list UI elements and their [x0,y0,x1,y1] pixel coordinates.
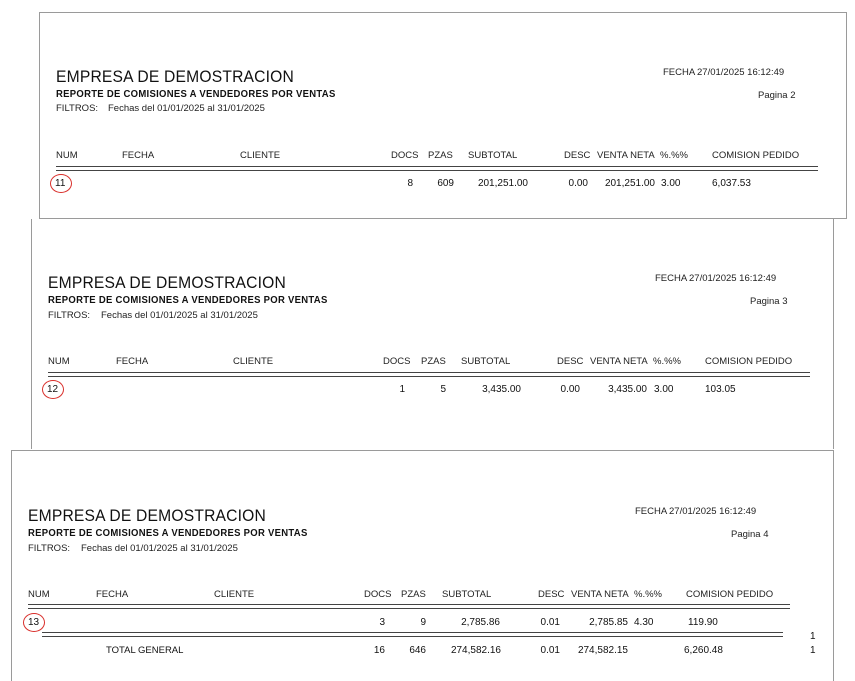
row-num: 12 [47,384,59,395]
report-title: REPORTE DE COMISIONES A VENDEDORES POR VENTAS [28,528,308,539]
report-page-2 [39,12,847,219]
row-comision: 119.90 [688,617,718,628]
filters-label: FILTROS: [28,543,71,554]
report-page-4 [11,450,834,681]
filters-value: Fechas del 01/01/2025 al 31/01/2025 [81,543,238,554]
col-desc: DESC [557,356,584,367]
col-subtotal: SUBTOTAL [468,150,518,161]
total-desc: 0.01 [540,645,560,656]
col-docs: DOCS [391,150,419,161]
page-number: Pagina 2 [758,90,796,101]
row-pct: 4.30 [634,617,654,628]
filters-label: FILTROS: [56,103,99,114]
row-num: 13 [28,617,40,628]
total-venta-neta: 274,582.15 [577,645,628,656]
fecha-label: FECHA [635,506,668,517]
col-pct: %.%% [634,589,662,600]
col-num: NUM [48,356,70,367]
col-docs: DOCS [383,356,411,367]
filters-label: FILTROS: [48,310,91,321]
row-docs: 1 [399,384,405,395]
col-docs: DOCS [364,589,392,600]
total-comision: 6,260.48 [684,645,723,656]
col-venta-neta: VENTA NETA [590,356,648,367]
col-venta-neta: VENTA NETA [597,150,655,161]
report-title: REPORTE DE COMISIONES A VENDEDORES POR VENTAS [56,89,336,100]
col-venta-neta: VENTA NETA [571,589,629,600]
col-pct: %.%% [653,356,681,367]
col-subtotal: SUBTOTAL [461,356,511,367]
row-pzas: 5 [440,384,446,395]
fecha-value: 27/01/2025 16:12:49 [669,506,757,517]
row-subtotal: 3,435.00 [482,384,521,395]
row-venta-neta: 2,785.85 [589,617,628,628]
col-pct: %.%% [660,150,688,161]
row-desc: 0.00 [560,384,580,395]
side-mark-2: 1 [810,645,816,656]
row-comision: 103.05 [705,384,736,395]
row-num: 11 [55,178,66,189]
page-number: Pagina 3 [750,296,788,307]
col-cliente: CLIENTE [214,589,255,600]
col-cliente: CLIENTE [240,150,281,161]
col-desc: DESC [538,589,565,600]
report-title: REPORTE DE COMISIONES A VENDEDORES POR VENTAS [48,295,328,306]
fecha-value: 27/01/2025 16:12:49 [689,273,777,284]
double-rule [28,604,790,609]
col-comision: COMISION PEDIDO [686,589,774,600]
col-desc: DESC [564,150,591,161]
total-pzas: 646 [409,645,426,656]
row-docs: 8 [407,178,413,189]
row-desc: 0.00 [568,178,588,189]
double-rule [56,166,818,171]
col-pzas: PZAS [428,150,453,161]
row-pzas: 9 [420,617,426,628]
row-docs: 3 [379,617,385,628]
row-subtotal: 2,785.86 [461,617,500,628]
double-rule [48,372,810,377]
col-fecha: FECHA [122,150,155,161]
col-comision: COMISION PEDIDO [712,150,800,161]
col-num: NUM [28,589,50,600]
report-page-3 [31,219,834,449]
company-name: EMPRESA DE DEMOSTRACION [48,273,287,292]
row-pct: 3.00 [661,178,681,189]
total-rule [42,632,783,637]
row-pzas: 609 [437,178,454,189]
company-name: EMPRESA DE DEMOSTRACION [56,67,295,86]
fecha-label: FECHA [655,273,688,284]
col-comision: COMISION PEDIDO [705,356,793,367]
row-subtotal: 201,251.00 [477,178,528,189]
total-subtotal: 274,582.16 [450,645,501,656]
col-fecha: FECHA [96,589,129,600]
row-venta-neta: 3,435.00 [608,384,647,395]
total-label: TOTAL GENERAL [106,645,184,656]
total-docs: 16 [373,645,385,656]
fecha-label: FECHA [663,67,696,78]
row-pct: 3.00 [654,384,674,395]
col-pzas: PZAS [401,589,426,600]
filters-value: Fechas del 01/01/2025 al 31/01/2025 [101,310,258,321]
page-number: Pagina 4 [731,529,769,540]
row-comision: 6,037.53 [712,178,751,189]
col-subtotal: SUBTOTAL [442,589,492,600]
row-venta-neta: 201,251.00 [604,178,655,189]
row-desc: 0.01 [540,617,560,628]
fecha-value: 27/01/2025 16:12:49 [697,67,785,78]
company-name: EMPRESA DE DEMOSTRACION [28,506,267,525]
col-cliente: CLIENTE [233,356,274,367]
col-num: NUM [56,150,78,161]
filters-value: Fechas del 01/01/2025 al 31/01/2025 [108,103,265,114]
col-pzas: PZAS [421,356,446,367]
col-fecha: FECHA [116,356,149,367]
side-mark-1: 1 [810,631,816,642]
